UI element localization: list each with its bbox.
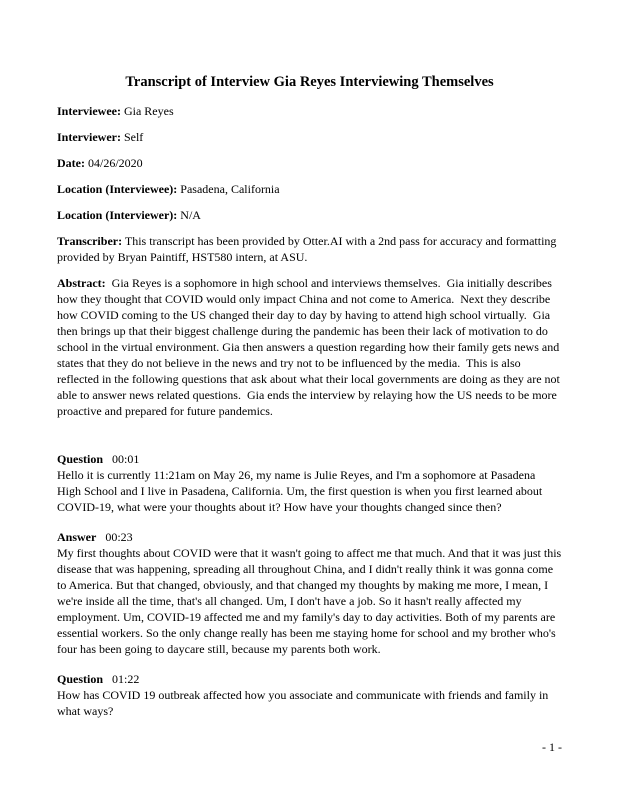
meta-interviewer-label: Interviewer: [57,130,121,144]
meta-location-interviewee-label: Location (Interviewee): [57,182,178,196]
question-1-heading [57,451,562,467]
question-1-text: Hello it is currently 11:21am on May 26, my name is Julie Reyes, and I'm a sophomore at Pasadena High School and I live in Pasadena, California. Um, the first question is when you first learned about COVID-19, what were your thoughts about it? How have your thoughts changed since then? [57,468,546,514]
abstract-text: Gia Reyes is a sophomore in high school and interviews themselves. Gia initially describes how they thought that COVID would only impact China and not come to America. Next they describe how COVID coming to the US changed their day to day by having to attend high school virtually. Gia then brings up that their biggest challenge during the pandemic has been their lack of motivation to do school in the virtual environment. Gia then answers a question regarding how their family gets news and states that they do not believe in the news and try not to be influenced by the media. This is also reflected in the following questions that ask about what their local governments are doing as they are not able to answer news related questions. Gia ends the interview by relaying how the US needs to be more proactive and prepared for future pandemics. [57,276,563,418]
answer-1-text: My first thoughts about COVID were that it wasn't going to affect me that much. And that it was just this disease that was happening, spreading all throughout China, and I didn't really think it was gonna come to America. But that changed, obviously, and that changed my thoughts by making me more, I mean, I we're inside all the time, that's all changed. Um, I don't have a job. So it hasn't really affected my employment. Um, COVID-19 affected me and my family's day to day activities. Both of my parents are essential workers. So the only change really has been me staying home for school and my brother who's four has been going to daycare still, because my parents both work. [57,546,565,656]
meta-location-interviewee-value: Pasadena, California [180,182,280,196]
transcriber-paragraph [57,233,562,265]
meta-interviewee [57,103,562,119]
meta-date-value: 04/26/2020 [87,156,143,170]
question-2-label: Question [57,672,104,686]
answer-1-timestamp: 00:23 [105,530,133,544]
abstract-label: Abstract: [57,276,106,290]
meta-location-interviewer [57,207,562,223]
question-section-1 [57,451,562,515]
abstract-paragraph [57,275,562,419]
answer-1-heading [57,529,562,545]
question-2-text: How has COVID 19 outbreak affected how you associate and communicate with friends and family in what ways? [57,688,552,718]
meta-interviewer-value: Self [123,130,144,144]
meta-interviewee-label: Interviewee: [57,104,121,118]
question-section-2 [57,671,562,719]
meta-location-interviewer-label: Location (Interviewer): [57,208,178,222]
answer-section-1 [57,529,565,657]
meta-location-interviewer-value: N/A [180,208,201,222]
page-title: Transcript of Interview Gia Reyes Interviewing Themselves [125,74,494,90]
question-1-timestamp: 00:01 [112,452,140,466]
transcriber-text: This transcript has been provided by Otter.AI with a 2nd pass for accuracy and formatting provided by Bryan Paintiff, HST580 intern, at ASU. [57,234,560,264]
transcriber-label: Transcriber: [57,234,123,248]
question-1-label: Question [57,452,104,466]
meta-date-label: Date: [57,156,85,170]
meta-interviewee-value: Gia Reyes [123,104,174,118]
meta-location-interviewee [57,181,562,197]
question-2-heading [57,671,562,687]
page-number: - 1 - [542,740,562,754]
question-2-timestamp: 01:22 [112,672,140,686]
meta-date [57,155,562,171]
meta-interviewer [57,129,562,145]
answer-1-label: Answer [57,530,97,544]
